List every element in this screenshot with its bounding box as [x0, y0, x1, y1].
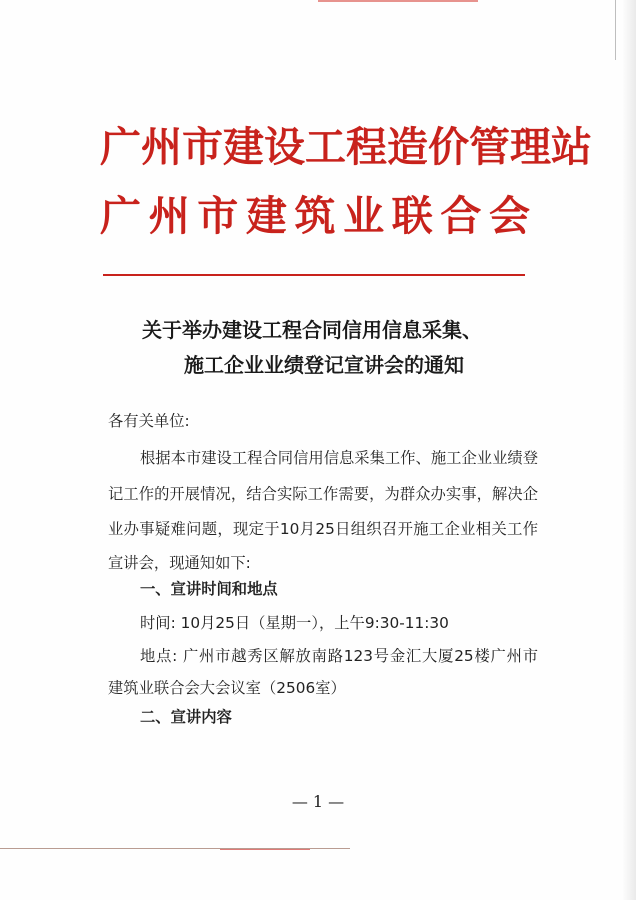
page-number: — 1 —: [291, 792, 345, 811]
issuer-name-1: 广州市建设工程造价管理站: [100, 123, 592, 171]
salutation: 各有关单位:: [108, 412, 190, 430]
event-location-line-2: 建筑业联合会大会议室（2506室）: [108, 679, 346, 697]
issuer-name-2: 广州市建筑业联合会: [100, 192, 530, 240]
event-time: 时间: 10月25日（星期一），上午9:30-11:30: [140, 614, 449, 632]
paragraph-line: 记工作的开展情况，结合实际工作需要，为群众办实事，解决企: [108, 485, 538, 503]
scan-edge-shadow: [622, 0, 636, 900]
scan-edge-line: [615, 0, 616, 60]
section-heading-content: 二、宣讲内容: [140, 708, 232, 726]
scan-edge-mark: [318, 0, 478, 2]
event-location-line-1: 地点: 广州市越秀区解放南路123号金汇大厦25楼广州市: [140, 647, 538, 665]
header-divider: [103, 274, 525, 276]
document-title-line-1: 关于举办建设工程合同信用信息采集、: [142, 318, 482, 342]
paragraph-line: 业办事疑难问题，现定于10月25日组织召开施工企业相关工作: [108, 520, 538, 538]
paragraph-line: 宣讲会，现通知如下:: [108, 554, 251, 572]
scan-bottom-mark: [220, 849, 310, 850]
document-title-line-2: 施工企业业绩登记宣讲会的通知: [184, 353, 464, 377]
paragraph-line: 根据本市建设工程合同信用信息采集工作、施工企业业绩登: [140, 449, 538, 467]
section-heading-time-place: 一、宣讲时间和地点: [140, 580, 278, 598]
